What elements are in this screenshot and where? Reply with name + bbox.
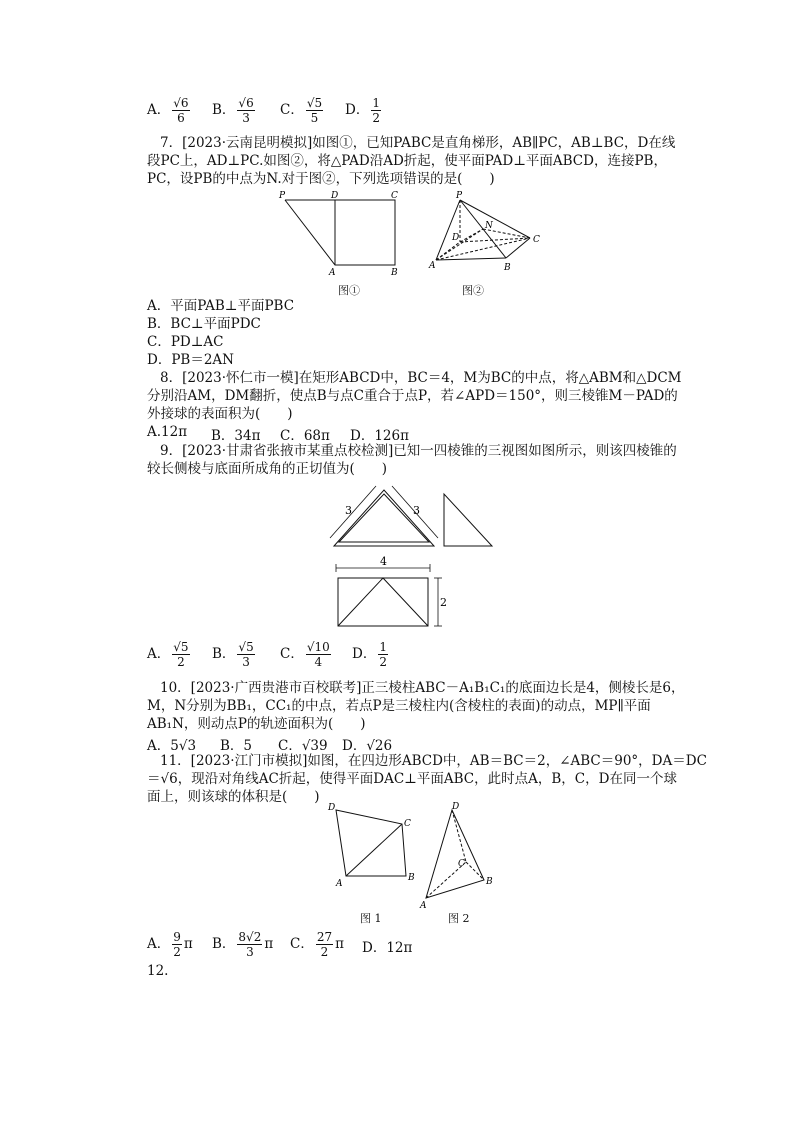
q7-fig2-label-a: A bbox=[429, 261, 436, 271]
q7-figure-2-caption: 图② bbox=[462, 284, 484, 297]
q10-option-d: D．√26 bbox=[342, 738, 393, 754]
q7-figure-1 bbox=[275, 188, 405, 276]
q6-option-a: A． $\frac{√6}{6}$ bbox=[147, 96, 189, 125]
q7-option-d: D．PB＝2AN bbox=[147, 352, 234, 368]
q9-dim-top: 4 bbox=[380, 556, 387, 568]
q11-text-line2: ＝√6，现沿对角线AC折起，使得平面DAC⊥平面ABC，此时点A，B，C，D在同一个球 bbox=[147, 771, 677, 787]
q7-option-c: C．PD⊥AC bbox=[147, 334, 224, 350]
q11-option-d: D．12π bbox=[362, 940, 413, 956]
q8-text-line3: 外接球的表面积为( ) bbox=[147, 406, 293, 422]
q11-fig2-label-b: B bbox=[486, 877, 493, 887]
q7-fig2-label-b: B bbox=[504, 263, 511, 273]
q8-text-line2: 分别沿AM，DM翻折，使点B与点C重合于点P，若∠APD＝150°，则三棱锥M－PAD的 bbox=[147, 388, 678, 404]
q11-option-a: A． $\frac{9}{2}$ π bbox=[147, 930, 193, 959]
q9-dim-side: 2 bbox=[440, 596, 447, 609]
q7-fig1-label-c: C bbox=[391, 191, 398, 201]
q7-fig2-label-c: C bbox=[533, 235, 540, 245]
q7-fig2-label-d: D bbox=[452, 233, 460, 243]
q7-text-line2: 段PC上，AD⊥PC.如图②，将△PAD沿AD折起，使平面PAD⊥平面ABCD，连接PB， bbox=[147, 153, 667, 169]
q10-text-line2: M，N分别为BB₁，CC₁的中点，若点P是三棱柱内(含棱柱的表面)的动点，MP∥平面 bbox=[147, 698, 651, 714]
q9-front-view bbox=[328, 478, 448, 550]
q7-fig1-label-d: D bbox=[331, 191, 339, 201]
q7-fig2-label-p: P bbox=[456, 191, 463, 201]
q10-option-b: B．5 bbox=[220, 738, 253, 754]
q6-option-d: D． $\frac{1}{2}$ bbox=[345, 96, 380, 125]
q11-fig1-label-a: A bbox=[336, 879, 343, 889]
q7-option-b: B．BC⊥平面PDC bbox=[147, 316, 261, 332]
q7-option-a: A．平面PAB⊥平面PBC bbox=[147, 298, 295, 314]
q11-figure-2-caption: 图 2 bbox=[448, 912, 470, 925]
q11-fig1-label-c: C bbox=[404, 819, 411, 829]
q11-fig2-label-a: A bbox=[420, 901, 427, 910]
q8-option-c: C．68π bbox=[280, 428, 330, 444]
q10-text-line1: 10．[2023·广西贵港市百校联考]正三棱柱ABC－A₁B₁C₁的底面边长是4，侧棱长是6， bbox=[160, 680, 685, 696]
q7-fig1-label-p: P bbox=[279, 191, 286, 201]
q9-option-a: A． $\frac{√5}{2}$ bbox=[147, 640, 189, 669]
q11-text-line1: 11．[2023·江门市模拟]如图，在四边形ABCD中，AB＝BC＝2，∠ABC＝90°，DA＝DC bbox=[160, 753, 707, 769]
q7-text-line1: 7．[2023·云南昆明模拟]如图①，已知PABC是直角梯形，AB∥PC，AB⊥BC，D在线 bbox=[160, 135, 676, 151]
q11-fig2-label-c: C bbox=[458, 859, 465, 869]
q11-option-b: B． $\frac{8√2}{3}$ π bbox=[212, 930, 274, 959]
q11-figure-1 bbox=[322, 798, 422, 890]
q10-option-c: C．√39 bbox=[278, 738, 328, 754]
q9-dim-left: 3 bbox=[345, 504, 352, 517]
q11-figure-2 bbox=[418, 800, 508, 910]
q9-dim-right: 3 bbox=[413, 504, 420, 517]
q8-option-b: B．34π bbox=[211, 428, 261, 444]
q9-text-line2: 较长侧棱与底面所成角的正切值为( ) bbox=[147, 461, 388, 477]
q7-text-line3: PC，设PB的中点为N.对于图②，下列选项错误的是( ) bbox=[147, 171, 495, 187]
q11-fig1-label-b: B bbox=[408, 873, 415, 883]
q8-option-d: D．126π bbox=[350, 428, 409, 444]
q11-text-line3: 面上，则该球的体积是( ) bbox=[147, 789, 320, 805]
q9-option-d: D． $\frac{1}{2}$ bbox=[352, 640, 387, 669]
q9-side-view bbox=[440, 490, 496, 550]
q11-fig2-label-d: D bbox=[452, 802, 460, 812]
q7-figure-2 bbox=[428, 190, 548, 274]
q11-fig1-label-d: D bbox=[328, 803, 336, 813]
q9-top-view bbox=[330, 556, 450, 632]
q6-option-b: B． $\frac{√6}{3}$ bbox=[212, 96, 254, 125]
q11-option-c: C． $\frac{27}{2}$ π bbox=[290, 930, 344, 959]
q9-option-b: B． $\frac{√5}{3}$ bbox=[212, 640, 254, 669]
q9-text-line1: 9．[2023·甘肃省张掖市某重点校检测]已知一四棱锥的三视图如图所示，则该四棱锥的 bbox=[160, 443, 677, 459]
q6-option-c: C． $\frac{√5}{5}$ bbox=[280, 96, 323, 125]
q7-fig1-label-a: A bbox=[329, 268, 336, 276]
q8-text-line1: 8．[2023·怀仁市一模]在矩形ABCD中，BC＝4，M为BC的中点，将△ABM和△DCM bbox=[160, 370, 682, 386]
q10-option-a: A．5√3 bbox=[147, 738, 197, 754]
q10-text-line3: AB₁N，则动点P的轨迹面积为( ) bbox=[147, 716, 366, 732]
q7-fig2-label-n: N bbox=[485, 221, 493, 231]
q12-label: 12. bbox=[147, 963, 169, 979]
q11-figure-1-caption: 图 1 bbox=[360, 912, 382, 925]
q9-option-c: C． $\frac{√10}{4}$ bbox=[280, 640, 330, 669]
q8-option-a: A.12π bbox=[147, 424, 188, 440]
q7-fig1-label-b: B bbox=[391, 268, 398, 276]
q7-figure-1-caption: 图① bbox=[338, 284, 360, 297]
